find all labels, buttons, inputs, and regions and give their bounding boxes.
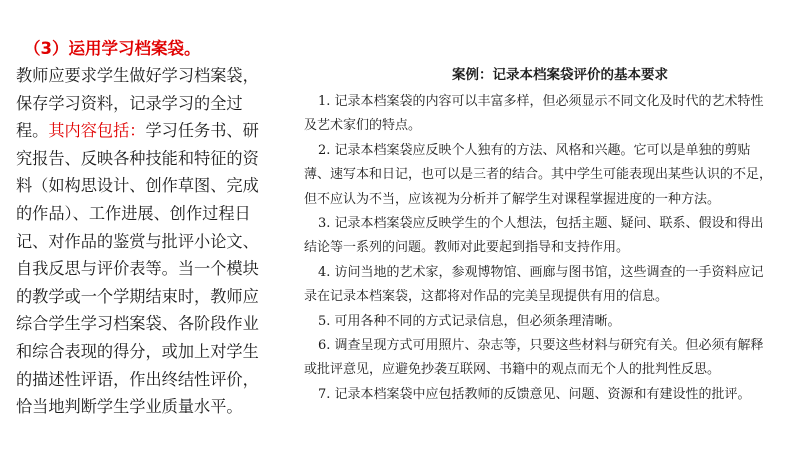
requirement-item-4: 4. 访问当地的艺术家，参观博物馆、画廊与图书馆，这些调查的一手资料应记录在记录本档案袋，这都将对作品的完美呈现提供有用的信息。 [304, 264, 764, 305]
content-label: 其内容包括： [48, 121, 146, 141]
left-column [16, 36, 272, 421]
requirement-item-6: 6. 调查呈现方式可用照片、杂志等，只要这些材料与研究有关。但必须有解释或批评意见，应避免抄袭互联网、书籍中的观点而无个人的批判性反思。 [304, 338, 764, 378]
intro-text: 教师应要求学生做好学习档案袋，保存学习资料，记录学习的全过程。 [16, 66, 259, 141]
requirement-item-7: 7. 记录本档案袋中应包括教师的反馈意见、问题、资源和有建设性的批评。 [318, 386, 751, 402]
requirement-item-1: 1. 记录本档案袋的内容可以丰富多样，但必须显示不同文化及时代的艺术特性及艺术家们的特点。 [304, 94, 764, 134]
case-panel [304, 64, 776, 407]
requirement-item-5: 5. 可用各种不同的方式记录信息，但必须条理清晰。 [318, 313, 621, 329]
section-heading: （3）运用学习档案袋。 [24, 39, 201, 58]
requirement-item-3: 3. 记录本档案袋应反映学生的个人想法，包括主题、疑问、联系、假设和得出结论等一系列的问题。教师对此要起到指导和支持作用。 [304, 216, 764, 256]
intro-paragraph [16, 62, 272, 421]
requirement-item-2: 2. 记录本档案袋应反映个人独有的方法、风格和兴趣。它可以是单独的剪贴薄、速写本和日记，也可以是三者的结合。其中学生可能表现出某些认识的不足，但不应认为不当，应该视为分析并了解学生对课程掌握进度的一种方法。 [304, 142, 773, 207]
case-title: 案例：记录本档案袋评价的基本要求 [452, 67, 668, 83]
content-text: 学习任务书、研究报告、反映各种技能和特征的资料（如构思设计、创作草图、完成的作品）、工作进展、创作过程日记、对作品的鉴赏与批评小论文、自我反思与评价表等。当一个模块的教学或一个学期结束时，教师应综合学生学习档案袋、各阶段作业和综合表现的得分，或加上对学生的描述性评语，作出终结性评价，恰当地判断学生学业质量水平。 [16, 121, 259, 417]
